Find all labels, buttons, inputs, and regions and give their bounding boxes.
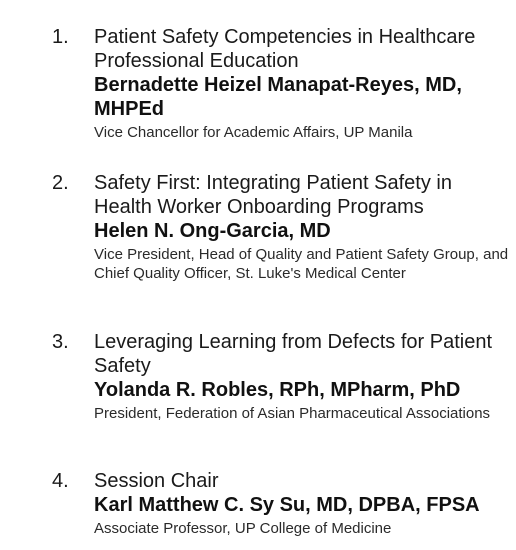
item-number: 3. — [52, 331, 69, 353]
item-number: 4. — [52, 470, 69, 492]
item-number: 2. — [52, 172, 69, 194]
session-title: Leveraging Learning from Defects for Patient Safety — [94, 331, 492, 377]
speaker-name: Karl Matthew C. Sy Su, MD, DPBA, FPSA — [94, 494, 480, 516]
speaker-name: Bernadette Heizel Manapat-Reyes, MD, MHPEd — [94, 74, 462, 120]
speaker-role: Vice Chancellor for Academic Affairs, UP Manila — [94, 124, 413, 141]
item-body — [94, 330, 512, 423]
session-title: Safety First: Integrating Patient Safety in Health Worker Onboarding Programs — [94, 172, 452, 218]
speaker-role: Associate Professor, UP College of Medicine — [94, 520, 392, 537]
item-body — [94, 469, 512, 538]
speaker-role: Vice President, Head of Quality and Patient Safety Group, and Chief Quality Officer, St. Luke's Medical Center — [94, 246, 509, 282]
session-role-label: Session Chair — [94, 470, 219, 492]
item-body — [94, 25, 512, 142]
item-number: 1. — [52, 26, 69, 48]
speaker-name: Yolanda R. Robles, RPh, MPharm, PhD — [94, 379, 461, 401]
item-body — [94, 171, 512, 283]
session-title: Patient Safety Competencies in Healthcare Professional Education — [94, 26, 476, 72]
speaker-role: President, Federation of Asian Pharmaceutical Associations — [94, 405, 491, 422]
speaker-name: Helen N. Ong-Garcia, MD — [94, 220, 331, 242]
